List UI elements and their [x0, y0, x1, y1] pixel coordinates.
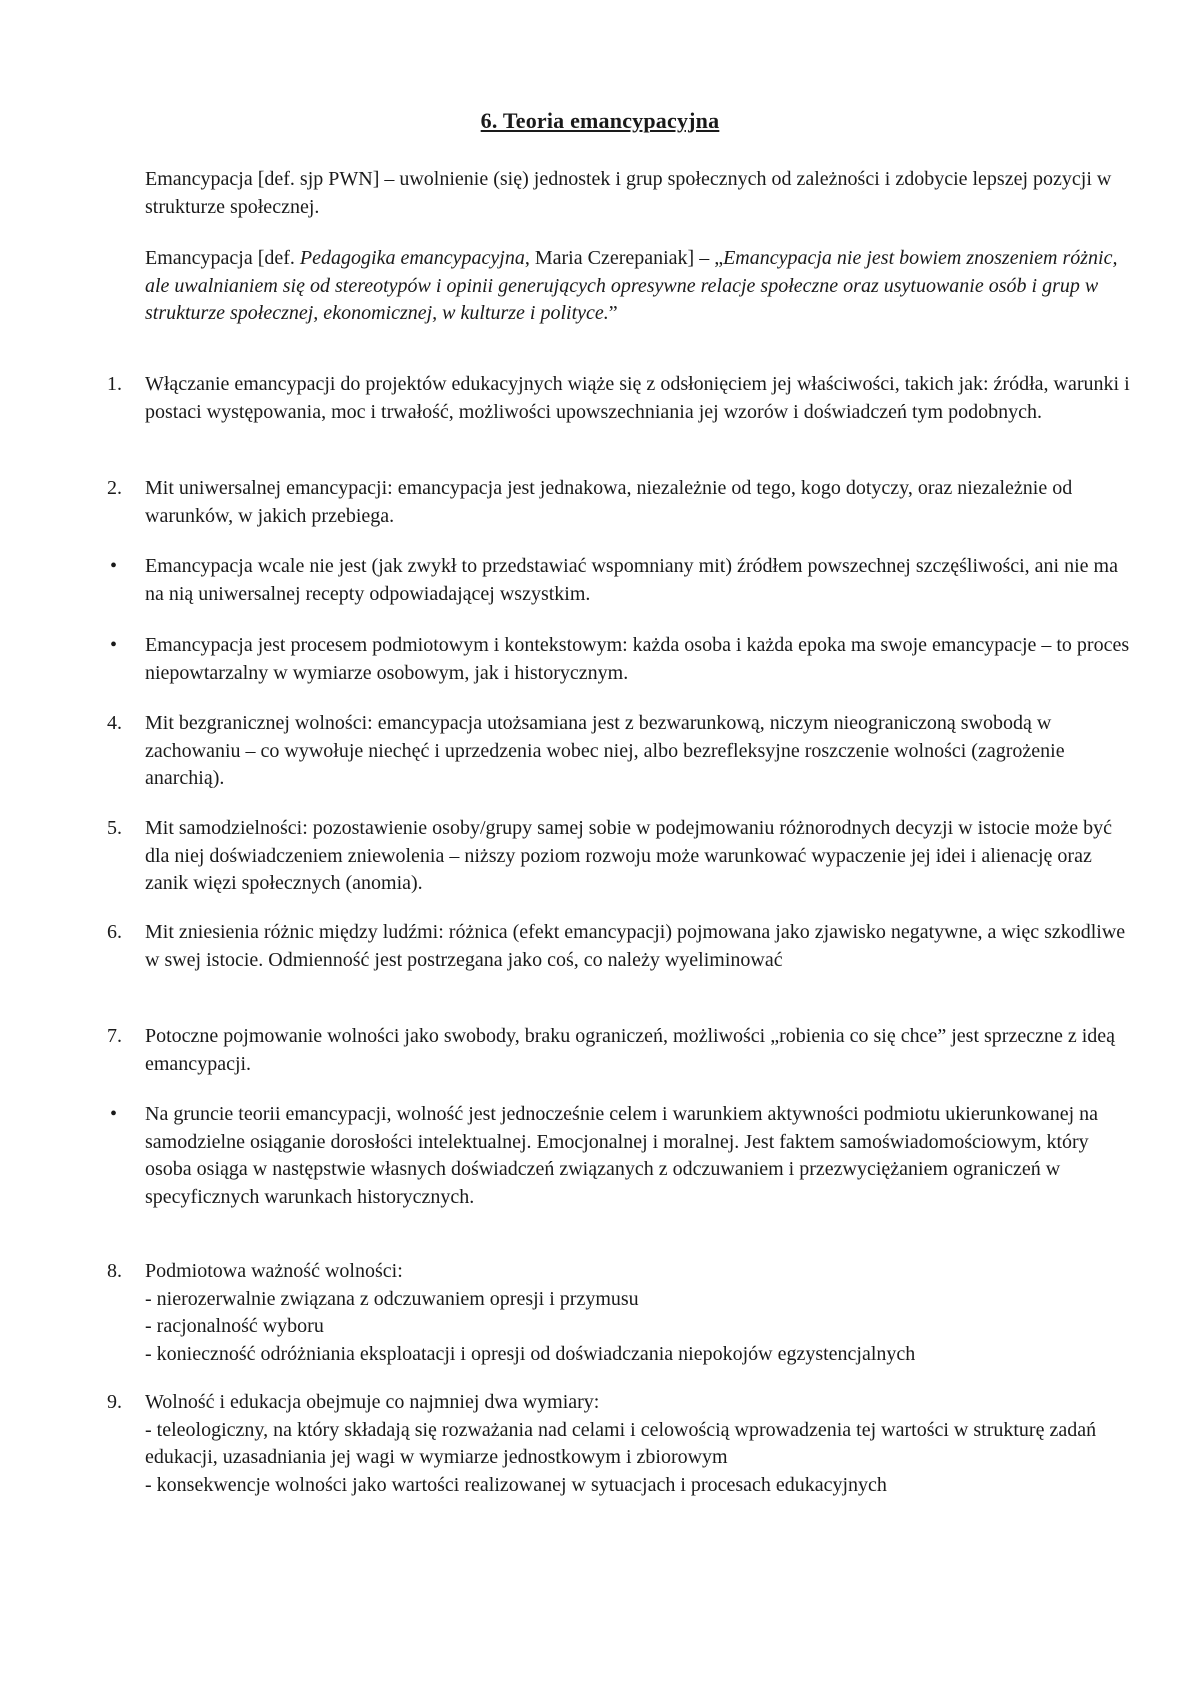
list-item-line: - nierozerwalnie związana z odczuwaniem opresji i przymusu — [145, 1287, 639, 1310]
list-item — [110, 632, 1135, 687]
list-item-text: Na gruncie teorii emancypacji, wolność jest jednocześnie celem i warunkiem aktywności podmiotu ukierunkowanej na samodzielne osiąganie dorosłości intelektualnej. Emocjonalnej i moralnej. Jest faktem samoświadomościowym, który osoba osiąga w następstwie własnych doświadczeń związanych z odczuwaniem i przezwyciężaniem ograniczeń w specyficznych warunkach historycznych. — [145, 1103, 1099, 1208]
list-item-line: - teleologiczny, na który składają się rozważania nad celami i celowością wprowadzenia tej wartości w strukturę zadań edukacji, uzasadniania jej wagi w wymiarze jednostkowym i zbiorowym — [145, 1418, 1097, 1468]
list-item-text: Mit zniesienia różnic między ludźmi: różnica (efekt emancypacji) pojmowana jako zjawisko negatywne, a więc szkodliwe w swej istocie. Odmienność jest postrzegana jako coś, co należy wyeliminować — [145, 921, 1126, 971]
list-item-text: Mit uniwersalnej emancypacji: emancypacja jest jednakowa, niezależnie od tego, kogo dotyczy, oraz niezależnie od warunków, w jakich przebiega. — [145, 477, 1073, 527]
list-marker: 8. — [107, 1260, 122, 1282]
list-item — [110, 1101, 1135, 1211]
definition-czerepaniak — [145, 245, 1135, 328]
page-title: 6. Teoria emancypacyjna — [480, 108, 720, 133]
list-marker: 7. — [107, 1025, 122, 1047]
list-item-text: Mit bezgranicznej wolności: emancypacja utożsamiana jest z bezwarunkową, niczym nieograniczoną swobodą w zachowaniu – co wywołuje niechęć i uprzedzenia wobec niej, albo bezrefleksyjne roszczenie wolności (zagrożenie anarchią). — [145, 712, 1065, 789]
list-item — [107, 1023, 1135, 1078]
bullet-marker: • — [110, 634, 118, 656]
definition-middle: , Maria Czerepaniak] – „ — [524, 247, 724, 269]
list-item — [107, 371, 1135, 426]
list-item-line: Podmiotowa ważność wolności: — [145, 1260, 403, 1282]
list-item — [107, 815, 1135, 898]
list-item-text: Emancypacja jest procesem podmiotowym i kontekstowym: każda osoba i każda epoka ma swoje emancypacje – to proces niepowtarzalny w wymiarze osobowym, jak i historycznym. — [145, 634, 1130, 684]
definition-suffix: ” — [608, 302, 618, 324]
list-marker: 1. — [107, 373, 122, 395]
list-marker: 6. — [107, 921, 122, 943]
definition-source-title: Pedagogika emancypacyjna — [299, 247, 525, 269]
list-item-text: Potoczne pojmowanie wolności jako swobody, braku ograniczeń, możliwości „robienia co się chce” jest sprzeczne z ideą emancypacji. — [145, 1025, 1116, 1075]
list-marker: 4. — [107, 712, 122, 734]
list-item-text: Mit samodzielności: pozostawienie osoby/grupy samej sobie w podejmowaniu różnorodnych decyzji w istocie może być dla niej doświadczeniem zniewolenia – niższy poziom rozwoju może warunkować wypaczenie jej idei i alienację oraz zanik więzi społecznych (anomia). — [145, 817, 1112, 894]
list-item — [107, 475, 1135, 530]
list-item — [110, 553, 1135, 608]
list-item-line: Wolność i edukacja obejmuje co najmniej dwa wymiary: — [145, 1391, 600, 1413]
list-item-text: Emancypacja wcale nie jest (jak zwykł to przedstawiać wspomniany mit) źródłem powszechnej szczęśliwości, ani nie ma na nią uniwersalnej recepty odpowiadającej wszystkim. — [145, 555, 1118, 605]
list-item — [107, 710, 1135, 793]
list-item-line: - konsekwencje wolności jako wartości realizowanej w sytuacjach i procesach edukacyjnych — [145, 1473, 887, 1496]
list-item-text: Włączanie emancypacji do projektów edukacyjnych wiąże się z odsłonięciem jej właściwości, takich jak: źródła, warunki i postaci występowania, moc i trwałość, możliwości upowszechniania jej wzorów i doświadczeń tym podobnych. — [145, 373, 1130, 423]
list-marker: 9. — [107, 1391, 122, 1413]
list-item-line: - racjonalność wyboru — [145, 1315, 324, 1337]
list-marker: 2. — [107, 477, 122, 499]
list-item — [107, 1389, 1135, 1499]
list-marker: 5. — [107, 817, 122, 839]
definition-quote: Emancypacja nie jest bowiem znoszeniem różnic, ale uwalnianiem się od stereotypów i opinii generujących opresywne relacje społeczne oraz usytuowanie osób i grup w strukturze społecznej, ekonomicznej, w kulturze i polityce. — [145, 247, 1118, 324]
bullet-marker: • — [110, 555, 118, 577]
list-item-line: - konieczność odróżniania eksploatacji i opresji od doświadczania niepokojów egzystencjalnych — [145, 1342, 916, 1365]
definition-sjp: Emancypacja [def. sjp PWN] – uwolnienie (się) jednostek i grup społecznych od zależności i zdobycie lepszej pozycji w strukturze społecznej. — [145, 168, 1112, 218]
list-item — [107, 1258, 1135, 1368]
bullet-marker: • — [110, 1103, 118, 1125]
definition-prefix: Emancypacja [def. — [145, 247, 300, 269]
list-item — [107, 919, 1135, 974]
